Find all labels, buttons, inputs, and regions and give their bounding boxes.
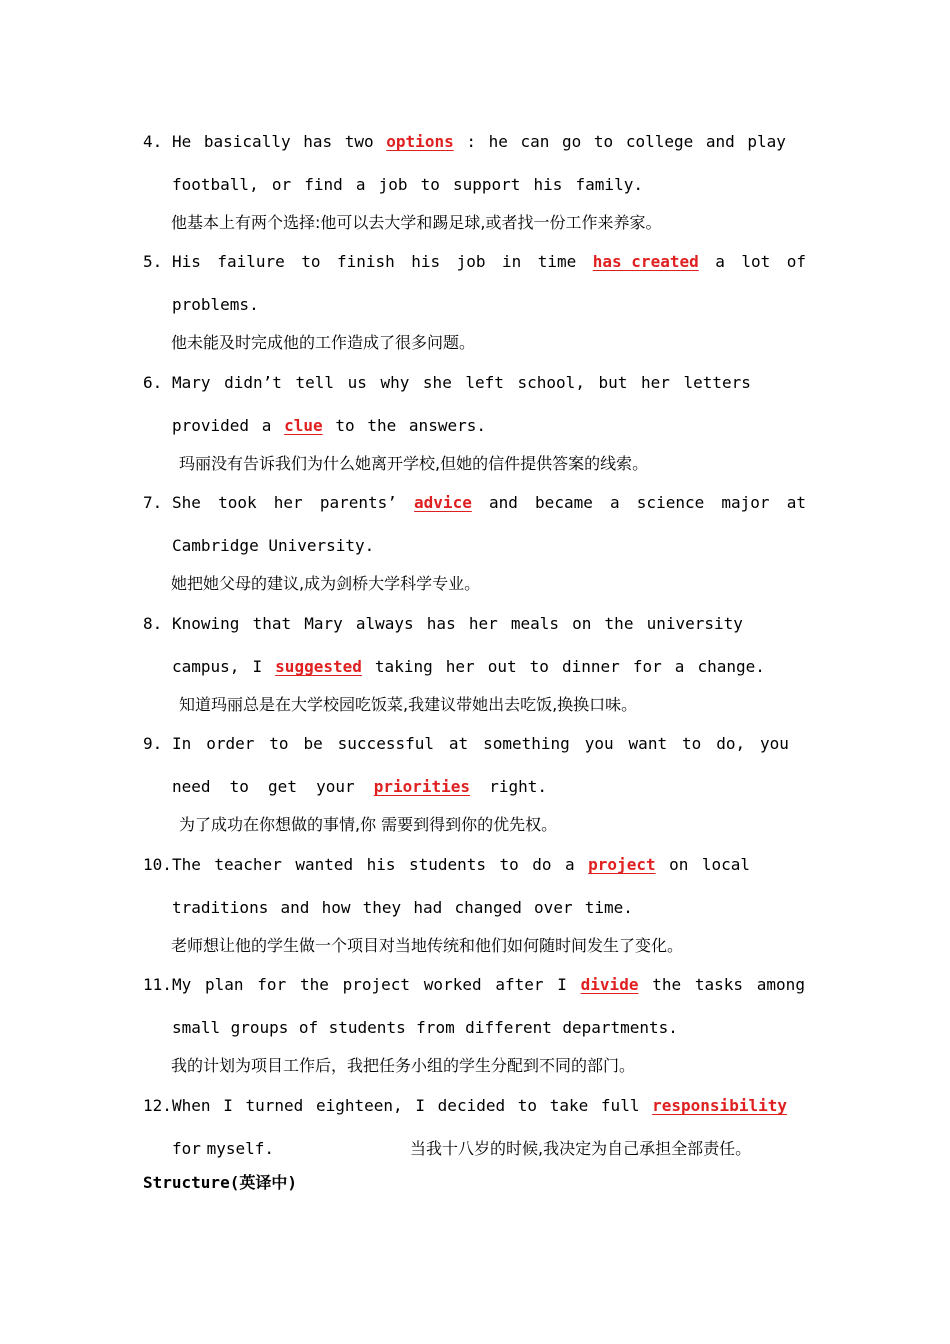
word: at — [448, 734, 469, 753]
sentence-line2 — [172, 1139, 274, 1159]
item-number: 8. — [143, 614, 163, 633]
word: to — [517, 1096, 538, 1115]
word: and — [705, 132, 735, 151]
word: job — [456, 252, 486, 271]
word: his — [411, 252, 441, 271]
word: support — [452, 175, 521, 194]
word: answers. — [408, 416, 486, 435]
word: of — [298, 1018, 319, 1037]
sentence-line1 — [172, 1096, 787, 1116]
word: changed — [454, 898, 522, 917]
word: her — [273, 493, 303, 512]
item-number: 7. — [143, 493, 163, 512]
answer-keyword: clue — [284, 416, 323, 435]
word: something — [483, 734, 570, 753]
word: you — [584, 734, 614, 753]
word: of — [786, 252, 806, 271]
word: plan — [205, 975, 244, 994]
sentence-line1 — [172, 132, 786, 152]
chinese-translation: 当我十八岁的时候,我决定为自己承担全部责任。 — [410, 1139, 752, 1158]
word: successful — [337, 734, 434, 753]
word: do, — [716, 734, 746, 753]
word: campus, — [172, 657, 240, 676]
sentence-line1 — [172, 734, 789, 754]
word: to — [269, 734, 289, 753]
word: became — [535, 493, 593, 512]
word: different — [465, 1018, 552, 1037]
word: out — [487, 657, 517, 676]
word: her — [641, 373, 670, 392]
word: a — [674, 657, 685, 676]
word: order — [206, 734, 255, 753]
word: be — [303, 734, 323, 753]
word: time — [537, 252, 577, 271]
word: Cambridge University. — [172, 536, 375, 555]
word: that — [252, 614, 292, 633]
word: He — [172, 132, 192, 151]
word: to — [499, 855, 519, 874]
word: traditions — [172, 898, 269, 917]
word: teacher — [214, 855, 282, 874]
item-number: 12. — [143, 1096, 172, 1115]
word: they — [362, 898, 402, 917]
word: get — [268, 777, 297, 796]
word: major — [721, 493, 770, 512]
word: the — [652, 975, 682, 994]
word: and — [280, 898, 310, 917]
word: always — [355, 614, 414, 633]
word: science — [636, 493, 705, 512]
word: departments. — [562, 1018, 678, 1037]
word: two — [344, 132, 374, 151]
word: took — [218, 493, 257, 512]
word: Mary — [304, 614, 343, 633]
word: among — [756, 975, 805, 994]
word: I — [415, 1096, 425, 1115]
word: the — [299, 975, 329, 994]
word: problems. — [172, 295, 259, 314]
word: us — [347, 373, 367, 392]
word: after — [495, 975, 544, 994]
word: to — [301, 252, 321, 271]
word: his — [366, 855, 396, 874]
word: a — [355, 175, 366, 194]
word: basically — [203, 132, 291, 151]
chinese-translation: 为了成功在你想做的事情,你 需要到得到你的优先权。 — [179, 815, 558, 834]
sentence-line2 — [172, 898, 633, 918]
word: on — [669, 855, 689, 874]
word: time. — [584, 898, 633, 917]
sentence-line2 — [172, 777, 547, 797]
word: parents’ — [319, 493, 397, 512]
word: small — [172, 1018, 221, 1037]
word: she — [422, 373, 452, 392]
sentence-line1 — [172, 975, 805, 995]
word: for — [257, 975, 287, 994]
word: you — [760, 734, 789, 753]
word: Mary — [172, 373, 211, 392]
word: a — [261, 416, 272, 435]
answer-keyword: has created — [592, 252, 699, 271]
word: worked — [423, 975, 482, 994]
word: turned — [245, 1096, 304, 1115]
item-number: 10. — [143, 855, 172, 874]
word: has — [426, 614, 456, 633]
word: over — [534, 898, 573, 917]
word: When — [172, 1096, 211, 1115]
chinese-translation: 他未能及时完成他的工作造成了很多问题。 — [171, 333, 476, 352]
word: to — [529, 657, 549, 676]
sentence-line1 — [172, 855, 750, 875]
word: the — [604, 614, 634, 633]
word: She — [172, 493, 201, 512]
word: a — [565, 855, 575, 874]
word: on — [572, 614, 592, 633]
word: take — [549, 1096, 589, 1115]
chinese-translation: 老师想让他的学生做一个项目对当地传统和他们如何随时间发生了变化。 — [171, 936, 684, 955]
chinese-translation: 她把她父母的建议,成为剑桥大学科学专业。 — [171, 574, 481, 593]
word: tell — [295, 373, 335, 392]
word: at — [786, 493, 806, 512]
sentence-line2 — [172, 416, 486, 436]
word: or — [271, 175, 292, 194]
word: to — [229, 777, 249, 796]
word: students — [408, 855, 487, 874]
word: myself. — [206, 1139, 274, 1158]
word: lot — [741, 252, 771, 271]
word: dinner — [561, 657, 620, 676]
word: taking — [374, 657, 433, 676]
word: wanted — [295, 855, 354, 874]
word: for — [632, 657, 662, 676]
word: to — [593, 132, 614, 151]
word: full — [600, 1096, 640, 1115]
sentence-line1 — [172, 373, 751, 393]
sentence-line2 — [172, 536, 374, 556]
word: had — [413, 898, 443, 917]
word: for — [172, 1139, 201, 1158]
item-number: 4. — [143, 132, 163, 151]
item-number: 9. — [143, 734, 163, 753]
sentence-line2 — [172, 1018, 678, 1038]
word: I — [252, 657, 263, 676]
word: students — [328, 1018, 406, 1037]
item-number: 5. — [143, 252, 163, 271]
word: finish — [337, 252, 395, 271]
word: right. — [489, 777, 547, 796]
word: from — [416, 1018, 455, 1037]
word: a — [610, 493, 620, 512]
word: meals — [510, 614, 560, 633]
word: letters — [683, 373, 751, 392]
word: football, — [172, 175, 259, 194]
word: I — [223, 1096, 233, 1115]
word: he — [488, 132, 508, 151]
answer-keyword: project — [588, 855, 656, 874]
word: His — [172, 252, 201, 271]
sentence-line2 — [172, 295, 259, 315]
word: project — [342, 975, 411, 994]
word: her — [445, 657, 475, 676]
sentence-line1 — [172, 493, 806, 513]
word: provided — [172, 416, 250, 435]
word: a — [715, 252, 725, 271]
sentence-line2 — [172, 657, 765, 677]
chinese-translation: 他基本上有两个选择:他可以去大学和踢足球,或者找一份工作来养家。 — [171, 213, 662, 232]
word: how — [321, 898, 351, 917]
section-heading-structure: Structure(英译中) — [143, 1173, 297, 1192]
word: do — [532, 855, 552, 874]
word: in — [502, 252, 522, 271]
word: has — [303, 132, 333, 151]
word: job — [378, 175, 408, 194]
word: My — [172, 975, 192, 994]
word: need — [172, 777, 211, 796]
word: go — [562, 132, 582, 151]
word: to — [335, 416, 355, 435]
answer-keyword: priorities — [373, 777, 471, 796]
word: university — [646, 614, 743, 633]
sentence-line2 — [172, 175, 643, 195]
word: local — [701, 855, 750, 874]
word: want — [628, 734, 668, 753]
answer-keyword: suggested — [275, 657, 362, 676]
sentence-line1 — [172, 614, 743, 634]
word: Knowing — [172, 614, 240, 633]
item-number: 11. — [143, 975, 172, 994]
word: The — [172, 855, 201, 874]
answer-keyword: advice — [414, 493, 472, 512]
word: groups — [230, 1018, 289, 1037]
word: her — [468, 614, 498, 633]
answer-keyword: options — [386, 132, 454, 151]
answer-keyword: divide — [580, 975, 639, 994]
word: change. — [697, 657, 765, 676]
chinese-translation: 玛丽没有告诉我们为什么她离开学校,但她的信件提供答案的线索。 — [179, 454, 649, 473]
word: left — [465, 373, 504, 392]
word: find — [304, 175, 343, 194]
word: why — [380, 373, 410, 392]
item-number: 6. — [143, 373, 163, 392]
word: the — [367, 416, 397, 435]
word: : — [466, 132, 476, 151]
word: his — [533, 175, 563, 194]
word: family. — [575, 175, 643, 194]
chinese-translation: 知道玛丽总是在大学校园吃饭菜,我建议带她出去吃饭,换换口味。 — [179, 695, 638, 714]
word: to — [420, 175, 440, 194]
word: can — [520, 132, 550, 151]
word: your — [316, 777, 355, 796]
chinese-translation: 我的计划为项目工作后，我把任务小组的学生分配到不同的部门。 — [171, 1056, 636, 1075]
word: to — [682, 734, 702, 753]
word: In — [172, 734, 192, 753]
word: tasks — [694, 975, 744, 994]
word: school, — [517, 373, 585, 392]
word: but — [598, 373, 628, 392]
word: play — [747, 132, 786, 151]
answer-keyword: responsibility — [652, 1096, 787, 1115]
word: I — [557, 975, 567, 994]
sentence-line1 — [172, 252, 806, 272]
word: decided — [437, 1096, 506, 1115]
word: eighteen, — [315, 1096, 403, 1115]
word: didn’t — [224, 373, 282, 392]
word: failure — [217, 252, 285, 271]
word: college — [625, 132, 694, 151]
word: and — [488, 493, 518, 512]
